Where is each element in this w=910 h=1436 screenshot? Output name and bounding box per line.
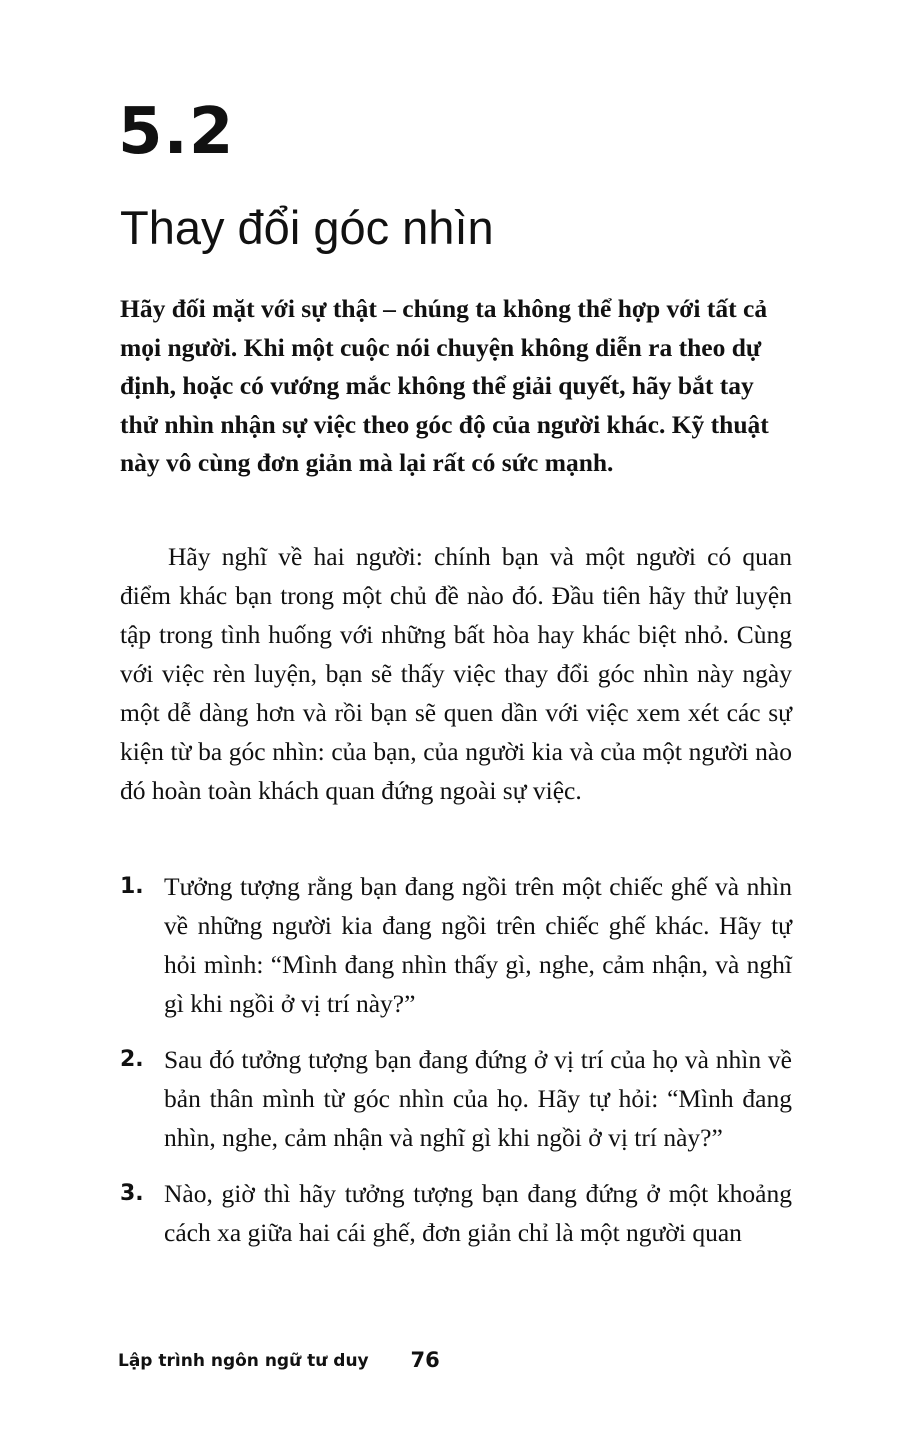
section-number: 5.2	[118, 95, 235, 169]
intro-paragraph: Hãy đối mặt với sự thật – chúng ta không thể hợp với tất cả mọi người. Khi một cuộc nói chuyện không diễn ra theo dự định, hoặc có vướng mắc không thể giải quyết, hãy bắt tay thử nhìn nhận sự việc theo góc độ của người khác. Kỹ thuật này vô cùng đơn giản mà lại rất có sức mạnh.	[120, 294, 769, 478]
step-number: 2.	[120, 1047, 144, 1072]
list-item	[120, 867, 792, 1023]
page-number: 76	[410, 1348, 440, 1372]
step-text: Sau đó tưởng tượng bạn đang đứng ở vị trí của họ và nhìn về bản thân mình từ góc nhìn của họ. Hãy tự hỏi: “Mình đang nhìn, nghe, cảm nhận và nghĩ gì khi ngồi ở vị trí này?”	[164, 1045, 792, 1152]
step-number: 3.	[120, 1181, 144, 1206]
body-paragraph: Hãy nghĩ về hai người: chính bạn và một người có quan điểm khác bạn trong một chủ đề nào đó. Đầu tiên hãy thử luyện tập trong tình huống với những bất hòa hay khác biệt nhỏ. Cùng với việc rèn luyện, bạn sẽ thấy việc thay đổi góc nhìn này ngày một dễ dàng hơn và rồi bạn sẽ quen dần với việc xem xét các sự kiện từ ba góc nhìn: của bạn, của người kia và của một người nào đó hoàn toàn khách quan đứng ngoài sự việc.	[120, 542, 792, 805]
step-text: Nào, giờ thì hãy tưởng tượng bạn đang đứng ở một khoảng cách xa giữa hai cái ghế, đơn giản chỉ là một người quan	[164, 1179, 792, 1247]
footer-series-title-part1: Lập trình	[118, 1351, 205, 1371]
list-item	[120, 1174, 792, 1252]
section-title: Thay đổi góc nhìn	[120, 201, 494, 254]
list-item	[120, 1040, 792, 1157]
step-text: Tưởng tượng rằng bạn đang ngồi trên một chiếc ghế và nhìn về những người kia đang ngồi trên chiếc ghế khác. Hãy tự hỏi mình: “Mình đang nhìn thấy gì, nghe, cảm nhận, và nghĩ gì khi ngồi ở vị trí này?”	[164, 872, 792, 1018]
step-number: 1.	[120, 874, 144, 899]
numbered-steps	[120, 867, 792, 1269]
footer-series-title-part2: ngôn ngữ tư duy	[210, 1351, 369, 1371]
page-footer	[118, 1347, 440, 1374]
